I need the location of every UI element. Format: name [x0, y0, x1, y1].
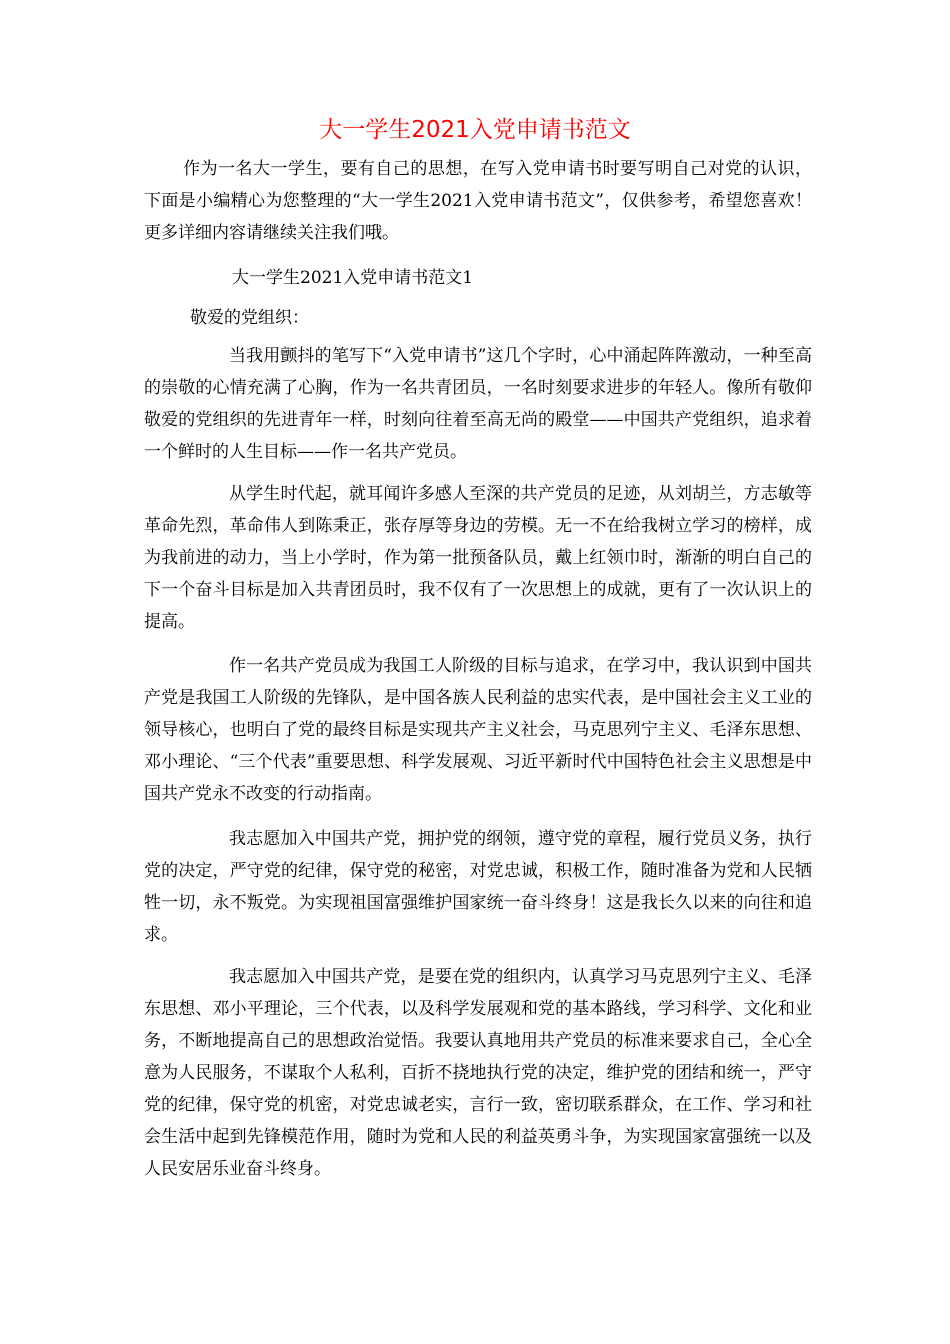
body-paragraph: 作一名共产党员成为我国工人阶级的目标与追求，在学习中，我认识到中国共产党是我国工人阶级的先锋队，是中国各族人民利益的忠实代表，是中国社会主义工业的领导核心，也明白了党的最终目标是实现共产主义社会，马克思列宁主义、毛泽东思想、邓小理论、“三个代表”重要思想、科学发展观、习近平新时代中国特色社会主义思想是中国共产党永不改变的行动指南。: [144, 656, 812, 804]
salutation: 敬爱的党组织：: [190, 308, 309, 328]
body-paragraph: 我志愿加入中国共产党，拥护党的纲领，遵守党的章程，履行党员义务，执行党的决定，严守党的纪律，保守党的秘密，对党忠诚，积极工作，随时准备为党和人民牺牲一切，永不叛党。为实现祖国富强维护国家统一奋斗终身！这是我长久以来的向往和追求。: [144, 829, 812, 945]
document-title: 大一学生2021入党申请书范文: [319, 117, 631, 143]
body-paragraph: 从学生时代起，就耳闻许多感人至深的共产党员的足迹，从刘胡兰，方志敏等革命先烈，革命伟人到陈秉正，张存厚等身边的劳模。无一不在给我树立学习的榜样，成为我前进的动力，当上小学时，作为第一批预备队员，戴上红领巾时，渐渐的明白自己的下一个奋斗目标是加入共青团员时，我不仅有了一次思想上的成就，更有了一次认识上的提高。: [144, 484, 812, 632]
body-paragraph: 我志愿加入中国共产党，是要在党的组织内，认真学习马克思列宁主义、毛泽东思想、邓小平理论，三个代表，以及科学发展观和党的基本路线，学习科学、文化和业务，不断地提高自己的思想政治觉悟。我要认真地用共产党员的标准来要求自己，全心全意为人民服务，不谋取个人私利，百折不挠地执行党的决定，维护党的团结和统一，严守党的纪律，保守党的机密，对党忠诚老实，言行一致，密切联系群众，在工作、学习和社会生活中起到先锋模范作用，随时为党和人民的利益英勇斗争，为实现国家富强统一以及人民安居乐业奋斗终身。: [144, 967, 812, 1179]
intro-paragraph: 作为一名大一学生，要有自己的思想，在写入党申请书时要写明自己对党的认识，下面是小编精心为您整理的“大一学生2021入党申请书范文”，仅供参考，希望您喜欢！更多详细内容请继续关注我们哦。: [144, 159, 812, 243]
section-subtitle: 大一学生2021入党申请书范文1: [232, 268, 474, 288]
body-paragraph: 当我用颤抖的笔写下“入党申请书”这几个字时，心中涌起阵阵激动，一种至高的崇敬的心情充满了心胸，作为一名共青团员，一名时刻要求进步的年轻人。像所有敬仰敬爱的党组织的先进青年一样，时刻向往着至高无尚的殿堂——中国共产党组织，追求着一个鲜时的人生目标——作一名共产党员。: [144, 346, 812, 462]
